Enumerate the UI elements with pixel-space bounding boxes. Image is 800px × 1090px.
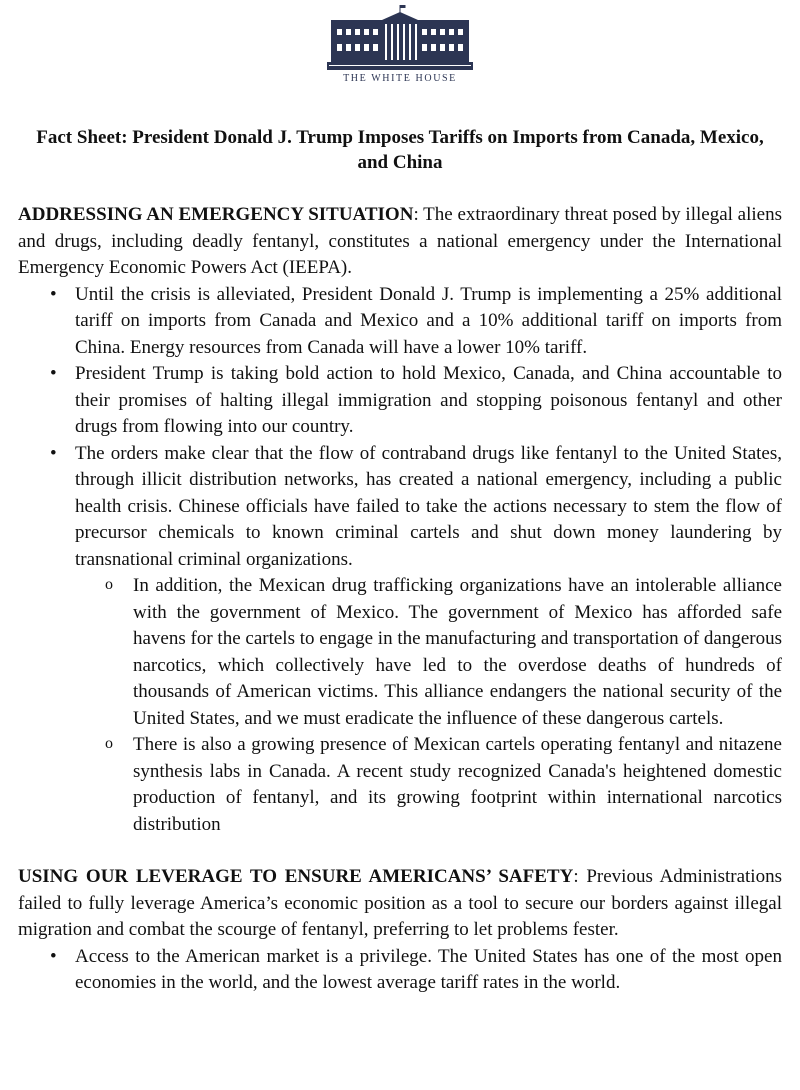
section-1-intro [18,202,782,282]
bullet-item: • Until the crisis is alleviated, President Donald J. Trump is implementing a 25% additional tariff on imports from Canada and Mexico and a 10% additional tariff on imports from China. Energy resources from Canada will have a lower 10% tariff. [18,282,782,362]
bullet-item: • Access to the American market is a privilege. The United States has one of the most open economies in the world, and the lowest average tariff rates in the world. [18,944,782,997]
sub-bullet-item: o In addition, the Mexican drug trafficking organizations have an intolerable alliance with the government of Mexico. The government of Mexico has afforded safe havens for the cartels to engage in the manufacturing and transportation of dangerous narcotics, which collectively have led to the overdose deaths of hundreds of thousands of American victims. This alliance endangers the national security of the United States, and we must eradicate the influence of these dangerous cartels. [75,573,782,732]
page-title: Fact Sheet: President Donald J. Trump Imposes Tariffs on Imports from Canada, Mexico, and China [36,127,764,173]
section-2-intro-text: : Previous Administrations failed to fully leverage America’s economic position as a tool to secure our borders against illegal migration and combat the scourge of fentanyl, preferring to let problems fester. [18,866,782,940]
white-house-logo [300,4,500,90]
section-1-heading: ADDRESSING AN EMERGENCY SITUATION [18,204,414,225]
section-2-heading: USING OUR LEVERAGE TO ENSURE AMERICANS’ SAFETY [18,866,574,887]
sub-bullet-container [18,573,782,838]
white-house-building-icon [327,4,473,70]
section-1-bullet-list [18,282,782,839]
sub-bullet-item: o There is also a growing presence of Mexican cartels operating fentanyl and nitazene synthesis labs in Canada. A recent study recognized Canada's heightened domestic production of fentanyl, and its growing footprint within international narcotics distribution [75,732,782,838]
sub-bullet-list [75,573,782,838]
bullet-item: • President Trump is taking bold action to hold Mexico, Canada, and China accountable to their promises of halting illegal immigration and stopping poisonous fentanyl and other drugs from flowing into our country. [18,361,782,441]
section-2-intro [18,864,782,944]
document-body [18,202,782,997]
logo-text: THE WHITE HOUSE [343,73,457,84]
section-spacer [18,838,782,864]
section-2-bullet-list [18,944,782,997]
section-1-intro-text: : The extraordinary threat posed by illegal aliens and drugs, including deadly fentanyl, constitutes a national emergency under the International Emergency Economic Powers Act (IEEPA). [18,204,782,278]
bullet-item: • The orders make clear that the flow of contraband drugs like fentanyl to the United States, through illicit distribution networks, has created a national emergency, including a public health crisis. Chinese officials have failed to take the actions necessary to stem the flow of precursor chemicals to known criminal cartels and shut down money laundering by transnational criminal organizations. [18,441,782,574]
